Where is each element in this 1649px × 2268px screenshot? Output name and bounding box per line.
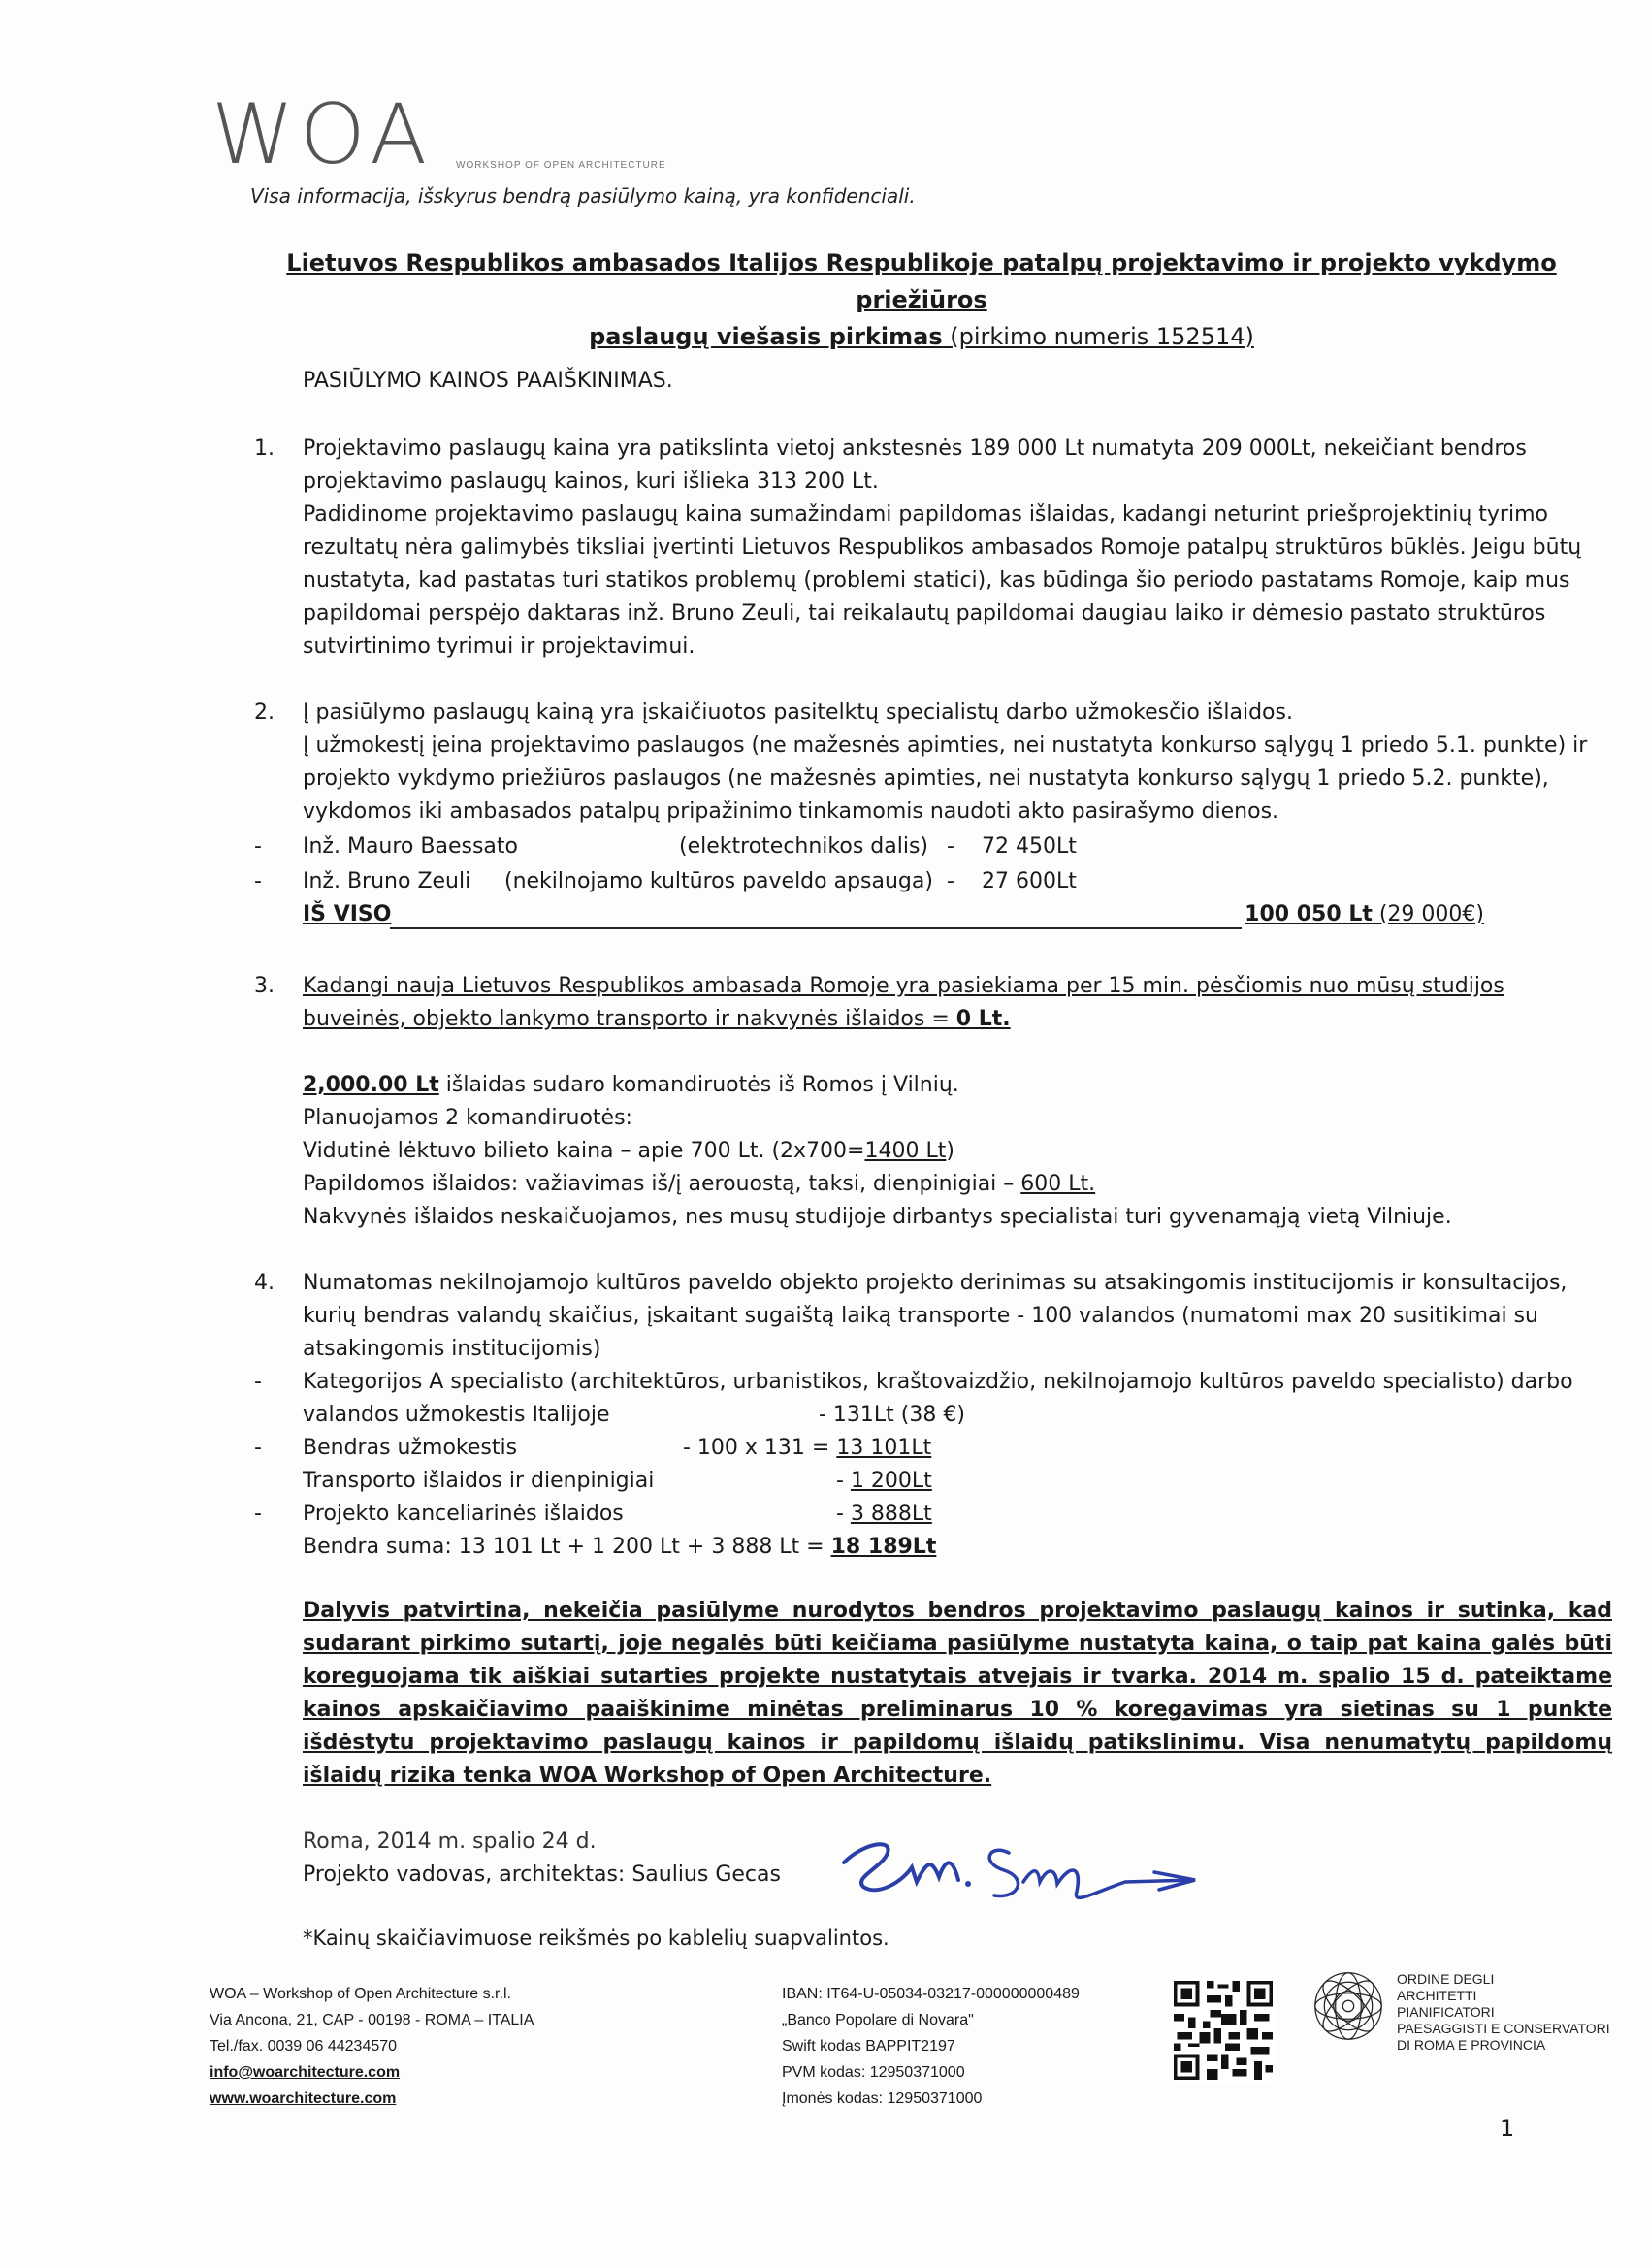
confirmation-paragraph: Dalyvis patvirtina, nekeičia pasiūlyme nurodytos bendros projektavimo paslaugų kainos ir sutinka, kad sudarant pirkimo sutartį, joje negalės būti keičiama pasiūlyme nustatyta kaina, o taip pat kaina galės būti koreguojama tik aiškiai sutarties projekte nustatytais atvejais ir tvarka. 2014 m. spalio 15 d. pateiktame kainos apskaičiavimo paaiškinime minėtas preliminarus 10 % koregavimas yra sietinas su 1 punkte išdėstytu projektavimo paslaugų kainos ir papildomų išlaidų patikslinimu. Visa nenumatytų papildomų išlaidų rizika tenka WOA Workshop of Open Architecture.	[303, 1599, 1612, 1788]
specialist-row	[254, 830, 1612, 865]
specialist-area: (elektrotechnikos dalis)	[679, 834, 928, 859]
specialist-row	[254, 865, 1612, 900]
total-pay-row	[254, 1432, 1612, 1465]
section-heading: PASIŪLYMO KAINOS PAAIŠKINIMAS.	[303, 369, 673, 393]
sum-value: 18 189Lt	[830, 1535, 937, 1559]
ticket-line	[303, 1135, 1612, 1168]
section-3-text-a-normal: Kadangi nauja Lietuvos Respublikos ambasada Romoje yra pasiekiama per 15 min. pėsčiomis nuo mūsų studijos buveinės, objekto lankymo transporto ir nakvynės išlaidos =	[303, 974, 1504, 1031]
specialist-amount: 72 450Lt	[982, 834, 1077, 859]
transport-amount	[836, 1465, 932, 1498]
logo-mark: WOA	[211, 86, 434, 183]
hourly-label: valandos užmokestis Italijoje	[303, 1403, 610, 1427]
section-number: 2.	[254, 700, 275, 725]
dash-marker: -	[254, 1502, 262, 1526]
footer-contact	[210, 1981, 534, 2112]
architects-order-text	[1397, 1971, 1610, 2054]
order-line: PAESAGGISTI E CONSERVATORI	[1397, 2021, 1610, 2036]
section-3-text-a	[303, 970, 1612, 1036]
architects-order-seal-icon	[1311, 1969, 1385, 2043]
transport-label: Transporto išlaidos ir dienpinigiai	[303, 1469, 655, 1493]
ticket-sum: 1400 Lt	[864, 1139, 947, 1163]
section-1	[254, 433, 1612, 664]
specialist-area: (nekilnojamo kultūros paveldo apsauga)	[504, 869, 933, 893]
section-2-text-b: Į užmokestį įeina projektavimo paslaugos (ne mažesnės apimties, nei nustatyta konkurso sąlygų 1 priedo 5.1. punkte) ir projekto vykdymo priežiūros paslaugos (ne mažesnės apimties, nei nustatyta konkurso sąlygų 1 priedo 5.2. punkte), vykdomos iki ambasados patalpų pripažinimo tinkamomis naudoti akto pasirašymo dienos.	[303, 733, 1588, 824]
page-number: 1	[1500, 2115, 1515, 2142]
specialist-name: Inž. Mauro Baessato	[303, 834, 518, 859]
section-number: 3.	[254, 974, 275, 998]
footer-phone: Tel./fax. 0039 06 44234570	[210, 2038, 398, 2055]
footer-web-link[interactable]: www.woarchitecture.com	[210, 2090, 397, 2107]
order-line: PIANIFICATORI	[1397, 2004, 1495, 2020]
dash-marker: -	[254, 1370, 262, 1394]
planned-trips: Planuojamos 2 komandiruotės:	[303, 1106, 632, 1130]
total-pay-label: Bendras užmokestis	[303, 1436, 518, 1460]
order-line: ORDINE DEGLI	[1397, 1971, 1495, 1987]
category-text: Kategorijos A specialisto (architektūros, urbanistikos, kraštovaizdžio, nekilnojamojo kultūros paveldo specialisto) darbo	[303, 1370, 1573, 1394]
footer-address: Via Ancona, 21, CAP - 00198 - ROMA – ITALIA	[210, 2012, 534, 2028]
specialist-sep: -	[947, 869, 954, 893]
transport-value: 1 200Lt	[850, 1469, 932, 1493]
place-date: Roma, 2014 m. spalio 24 d.	[303, 1830, 597, 1854]
section-1-text-b: Padidinome projektavimo paslaugų kaina sumažindami papildomas išlaidas, kadangi neturint priešprojektinių tyrimo rezultatų nėra galimybės tiksliai įvertinti Lietuvos Respublikos ambasados Romoje patalpų struktūros būklės. Jeigu būtų nustatyta, kad pastatas turi statikos problemų (problemi statici), kas būdinga šio periodo pastatams Romoje, kaip mus papildomai perspėjo daktaras inž. Bruno Zeuli, tai reikalautų papildomai daugiau laiko ir dėmesio pastato struktūros sutvirtinimo tyrimui ir projektavimui.	[303, 502, 1582, 659]
logo-tagline: WORKSHOP OF OPEN ARCHITECTURE	[456, 160, 666, 171]
extra-sum: 600 Lt.	[1020, 1172, 1096, 1196]
footer-iban: IBAN: IT64-U-05034-03217-000000000489	[782, 1986, 1080, 2002]
office-row	[254, 1498, 1612, 1531]
dash-marker: -	[254, 1436, 262, 1460]
footer-bank	[782, 1981, 1080, 2112]
office-amount	[836, 1498, 932, 1531]
extra-line	[303, 1168, 1612, 1201]
section-4-text-a: Numatomas nekilnojamojo kultūros paveldo objekto projekto derinimas su atsakingomis institucijomis ir konsultacijos, kurių bendras valandų skaičius, įskaitant sugaištą laiką transporte - 100 valandos (numatomi max 20 susitikimai su atsakingomis institucijomis)	[303, 1271, 1568, 1361]
woa-logo	[211, 86, 666, 183]
total-lt: 100 050 Lt	[1245, 902, 1373, 926]
total-label: IŠ VISO	[303, 902, 392, 926]
document-title	[242, 244, 1600, 355]
footer-email-link[interactable]: info@woarchitecture.com	[210, 2064, 401, 2081]
section-4	[254, 1267, 1612, 1564]
footer-company: WOA – Workshop of Open Architecture s.r.l.	[210, 1986, 511, 2002]
total-pay-formula: - 100 x 131 =	[683, 1436, 837, 1460]
section-number: 1.	[254, 437, 275, 461]
section-3	[254, 970, 1612, 1234]
order-line: DI ROMA E PROVINCIA	[1397, 2037, 1546, 2053]
office-value: 3 888Lt	[850, 1502, 932, 1526]
ticket-text: Vidutinė lėktuvo bilieto kaina – apie 700 Lt. (2x700=	[303, 1139, 865, 1163]
footer-bank-name: „Banco Popolare di Novara"	[782, 2012, 974, 2028]
ticket-close: )	[946, 1139, 954, 1163]
section-1-text-a: Projektavimo paslaugų kaina yra patikslinta vietoj ankstesnės 189 000 Lt numatyta 209 000Lt, nekeičiant bendros projektavimo paslaugų kainos, kuri išlieka 313 200 Lt.	[303, 437, 1527, 494]
sum-row	[254, 1531, 1612, 1564]
footer-swift: Swift kodas BAPPIT2197	[782, 2038, 955, 2055]
trip-text: išlaidas sudaro komandiruotės iš Romos į Vilnių.	[438, 1073, 959, 1097]
transport-prefix: -	[836, 1469, 851, 1493]
project-manager: Projekto vadovas, architektas: Saulius Gecas	[303, 1863, 781, 1887]
total-value	[1245, 902, 1484, 926]
dash-marker: -	[254, 869, 262, 893]
footer-company-code: Įmonės kodas: 12950371000	[782, 2090, 983, 2107]
section-2	[254, 697, 1612, 900]
confidential-note: Visa informacija, išskyrus bendrą pasiūlymo kainą, yra konfidenciali.	[250, 184, 916, 208]
transport-row	[254, 1465, 1612, 1498]
extra-text: Papildomos išlaidos: važiavimas iš/į aerouostą, taksi, dienpinigiai –	[303, 1172, 1021, 1196]
lodging-line: Nakvynės išlaidos neskaičuojamos, nes musų studijoje dirbantys specialistai turi gyvenamąją vietą Vilniuje.	[303, 1205, 1452, 1229]
office-label: Projekto kanceliarinės išlaidos	[303, 1502, 624, 1526]
specialist-amount: 27 600Lt	[982, 869, 1077, 893]
total-pay-calc	[683, 1432, 931, 1465]
qr-code-icon	[1170, 1977, 1277, 2084]
section-number: 4.	[254, 1271, 275, 1295]
section-2-total	[303, 902, 1484, 935]
section-3-trip	[303, 1069, 1612, 1102]
hourly-value: - 131Lt (38 €)	[819, 1403, 965, 1427]
sum-text: Bendra suma: 13 101 Lt + 1 200 Lt + 3 888 Lt =	[303, 1535, 831, 1559]
order-line: ARCHITETTI	[1397, 1988, 1477, 2003]
title-line-1: Lietuvos Respublikos ambasados Italijos Respublikoje patalpų projektavimo ir projekto vykdymo priežiūros	[286, 249, 1557, 313]
sum-line	[303, 1531, 936, 1564]
total-rule	[390, 927, 1242, 929]
category-row	[254, 1366, 1612, 1432]
office-prefix: -	[836, 1502, 851, 1526]
footer-vat: PVM kodas: 12950371000	[782, 2064, 965, 2081]
total-eur: (29 000€)	[1372, 902, 1484, 926]
handwritten-signature	[834, 1824, 1203, 1911]
footnote: *Kainų skaičiavimuose reikšmės po kablelių suapvalintos.	[303, 1927, 889, 1950]
section-2-text-a: Į pasiūlymo paslaugų kainą yra įskaičiuotos pasitelktų specialistų darbo užmokesčio išlaidos.	[303, 700, 1293, 725]
trip-amount: 2,000.00 Lt	[303, 1073, 439, 1097]
specialist-name: Inž. Bruno Zeuli	[303, 869, 471, 893]
section-3-zero-cost: 0 Lt.	[955, 1007, 1011, 1031]
specialist-sep: -	[947, 834, 954, 859]
dash-marker: -	[254, 834, 262, 859]
total-pay-value: 13 101Lt	[836, 1436, 932, 1460]
title-line-2-bold: paslaugų viešasis pirkimas	[589, 323, 943, 350]
title-line-2-normal: (pirkimo numeris 152514)	[942, 323, 1254, 350]
